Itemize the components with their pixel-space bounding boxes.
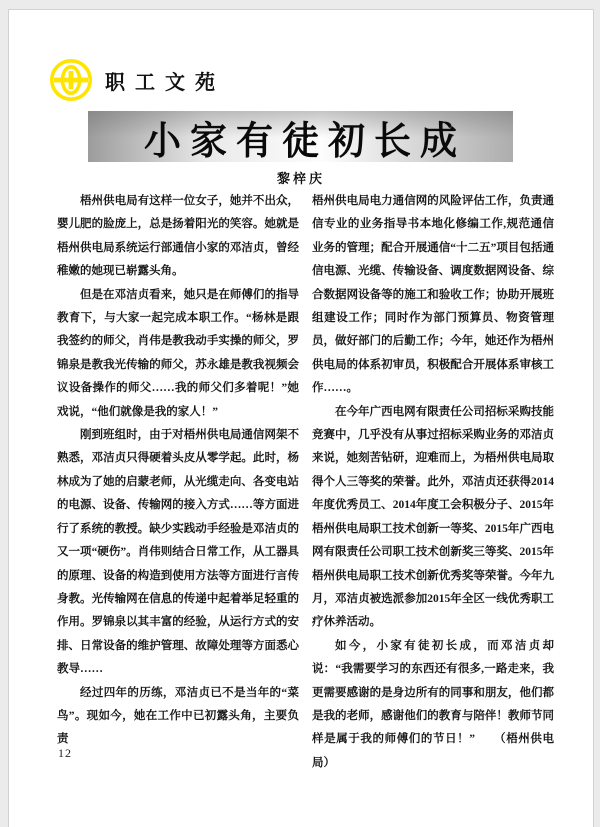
article-paragraph: 如今，小家有徒初长成，而邓洁贞却说：“我需要学习的东西还有很多,一路走来，我更需要感谢的是身边所有的同事和朋友，他们都是我的老师，感谢他们的教育与陪伴！教师节同样是属于我的师傅们的节日！” （梧州供电局） bbox=[312, 639, 554, 769]
article-paragraph: 但是在邓洁贞看来，她只是在师傅们的指导教育下，与大家一起完成本职工作。“杨林是跟我签约的师父，肖伟是教我动手实操的师父，罗锦泉是教我光传输的师父，苏永雄是教我视频会议设备操作的师父……我的师父们多着呢！”她戏说，“他们就像是我的家人！” bbox=[57, 288, 299, 418]
article-paragraph: 梧州供电局有这样一位女子，她并不出众，婴儿肥的脸庞上，总是扬着阳光的笑容。她就是梧州供电局系统运行部通信小家的邓洁贞，曾经稚嫩的她现已崭露头角。 bbox=[57, 195, 299, 278]
author-name: 黎梓庆 bbox=[276, 171, 325, 186]
article-paragraph: 经过四年的历练，邓洁贞已不是当年的“菜鸟”。现如今，她在工作中已初露头角，主要负责 bbox=[57, 686, 299, 746]
page-number: 12 bbox=[58, 746, 72, 760]
article-body bbox=[57, 190, 554, 775]
article-title: 小家有徒初长成 bbox=[144, 119, 466, 163]
article-paragraph: 梧州供电局电力通信网的风险评估工作，负责通信专业的业务指导书本地化修编工作,规范通信业务的管理；配合开展通信“十二五”项目包括通信电源、光缆、传输设备、调度数据网设备、综合数据网设备等的施工和验收工作；协助开展班组建设工作；同时作为部门预算员、物资管理员，做好部门的后勤工作；今年，她还作为梧州供电局的体系初审员，积极配合开展体系审核工作……。 bbox=[312, 195, 554, 395]
trade-union-emblem-icon bbox=[49, 58, 93, 102]
article-paragraph: 在今年广西电网有限责任公司招标采购技能竞赛中，几乎没有从事过招标采购业务的邓洁贞来说，她刻苦钻研，迎难而上，为梧州供电局取得个人三等奖的荣誉。此外，邓洁贞还获得2014年度优秀员工、2014年度工会积极分子、2015年梧州供电局职工技术创新一等奖、2015年广西电网有限责任公司职工技术创新奖三等奖、2015年梧州供电局职工技术创新优秀奖等荣誉。今年九月，邓洁贞被选派参加2015年全区一线优秀职工疗休养活动。 bbox=[312, 405, 554, 629]
magazine-page bbox=[8, 9, 594, 827]
article-paragraph: 刚到班组时，由于对梧州供电局通信网架不熟悉，邓洁贞只得硬着头皮从零学起。此时，杨林成为了她的启蒙老师，从光缆走向、各变电站的电源、设备、传输网的接入方式……等方面进行了系统的教授。缺少实践动手经验是邓洁贞的又一项“硬伤”。肖伟则结合日常工作，从工器具的原理、设备的构造到使用方法等方面进行言传身教。光传输网在信息的传递中起着举足轻重的作用。罗锦泉以其丰富的经验，从运行方式的安排、日常设备的维护管理、故障处理等方面悉心教导…… bbox=[57, 429, 299, 676]
title-banner bbox=[88, 111, 513, 162]
article-column-left bbox=[57, 190, 299, 775]
article-column-right bbox=[312, 190, 554, 775]
section-title: 职工文苑 bbox=[105, 71, 225, 94]
page-header bbox=[49, 57, 225, 103]
